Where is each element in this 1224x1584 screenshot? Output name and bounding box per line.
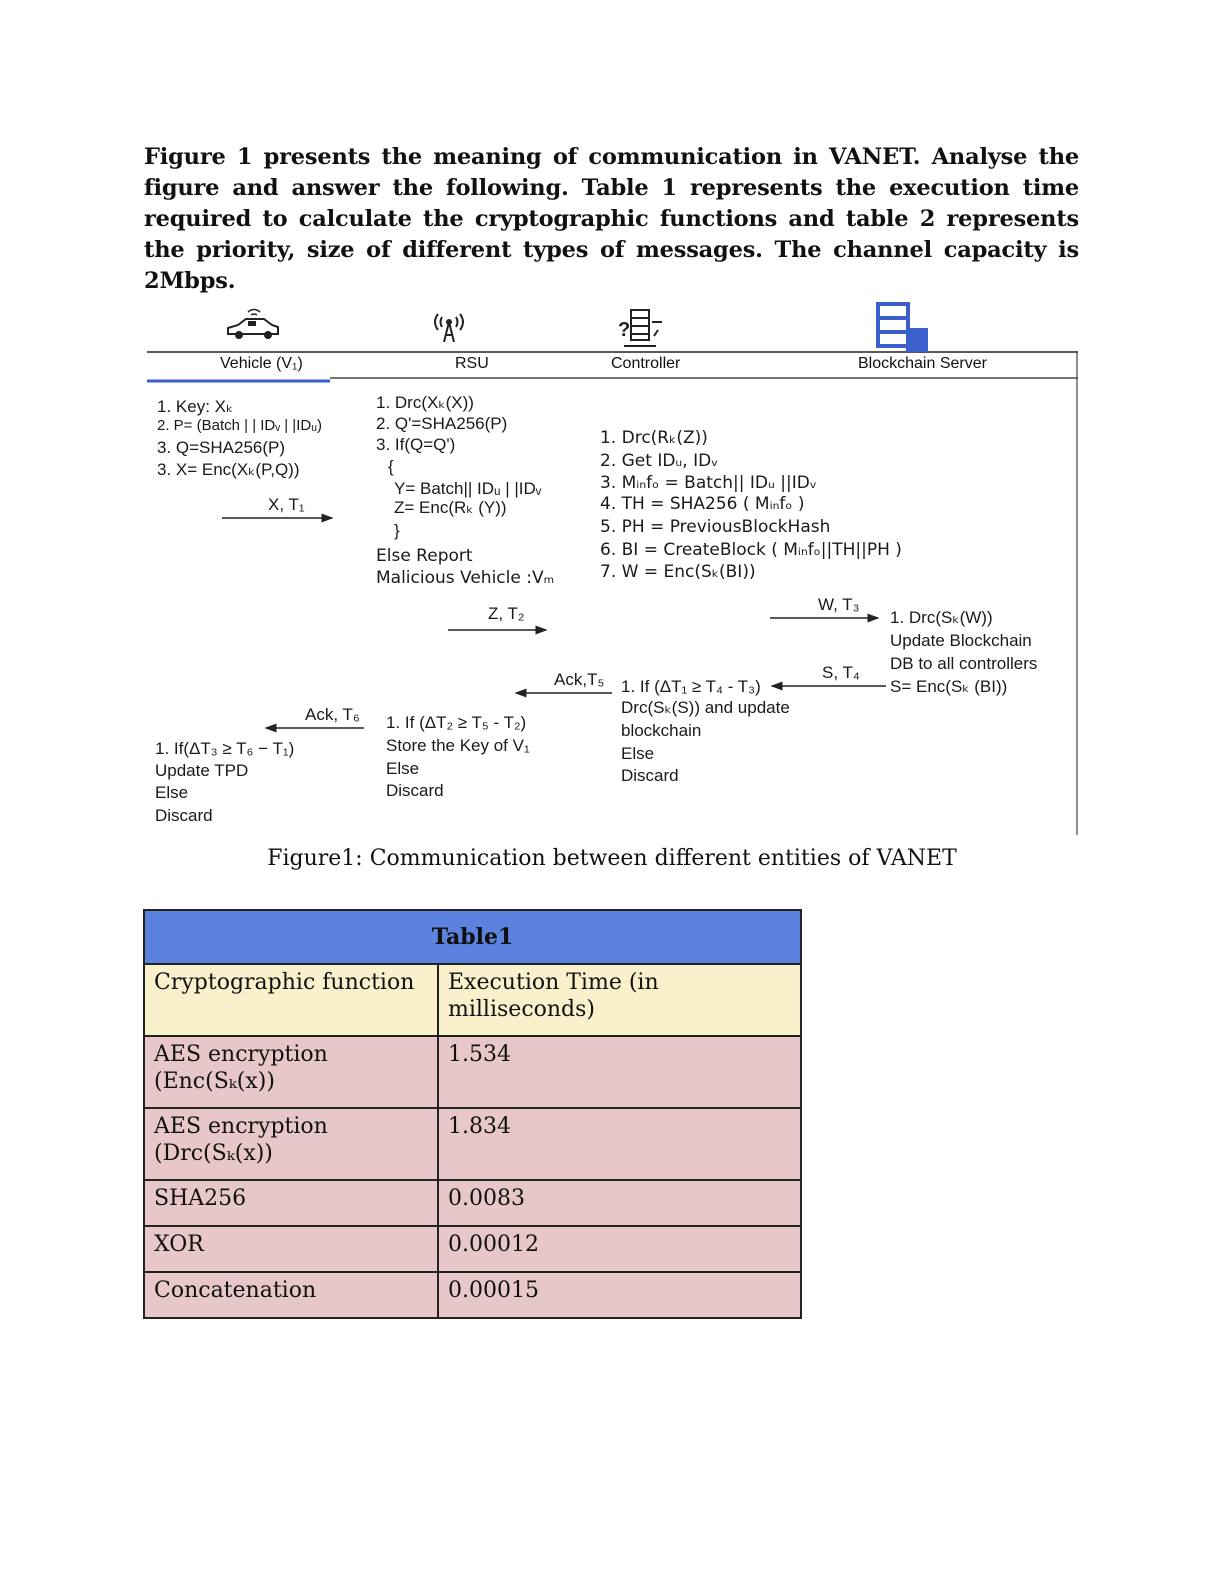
vehicle-check: Discard (155, 806, 213, 825)
table-cell-time: 1.534 (438, 1036, 801, 1108)
rsu-check: Discard (386, 781, 444, 800)
rsu-step: 3. If(Q=Q') (376, 435, 456, 454)
vehicle-step: 3. X= Enc(Xₖ(P,Q)) (157, 460, 300, 479)
msg-ack2-label: Ack, T₆ (305, 705, 360, 724)
controller-step: 5. PH = PreviousBlockHash (600, 517, 831, 537)
msg-ack1-label: Ack,T₅ (554, 670, 605, 689)
table-row (144, 1036, 801, 1108)
server-label: Blockchain Server (858, 355, 987, 372)
table-cell-function: XOR (144, 1226, 438, 1272)
svg-text:?: ? (618, 319, 631, 341)
rsu-check: Store the Key of V₁ (386, 736, 530, 755)
rsu-check: 1. If (ΔT₂ ≥ T₅ - T₂) (386, 713, 527, 732)
controller-check: Else (621, 744, 655, 763)
rsu-step: Z= Enc(Rₖ (Y)) (394, 498, 507, 517)
vehicle-check: 1. If(ΔT₃ ≥ T₆ − T₁) (155, 739, 295, 758)
controller-step: 3. Mᵢₙfₒ = Batch|| IDᵤ ||IDᵥ (600, 473, 817, 493)
rsu-step: Malicious Vehicle :Vₘ (376, 568, 555, 588)
rsu-check: Else (386, 759, 420, 778)
controller-check: Drc(Sₖ(S)) and update (621, 698, 790, 717)
intro-paragraph: Figure 1 presents the meaning of communication in VANET. Analyse the figure and answer the following. Table 1 represents the execution time required to calculate the cryptographic functions and table 2 represents the priority, size of different types of messages. The channel capacity is 2Mbps. (144, 144, 1079, 294)
table-cell-function: Concatenation (144, 1272, 438, 1318)
rsu-step: 1. Drc(Xₖ(X)) (376, 393, 474, 412)
vehicle-label: Vehicle (V₁) (220, 355, 303, 372)
rsu-step: Else Report (376, 546, 473, 566)
table-cell-function: AES encryption (Enc(Sₖ(x)) (144, 1036, 438, 1108)
rsu-step: { (388, 457, 394, 476)
controller-step: 4. TH = SHA256 ( Mᵢₙfₒ ) (600, 494, 805, 514)
table-row (144, 1226, 801, 1272)
controller-check: Discard (621, 766, 679, 785)
rsu-label: RSU (455, 355, 489, 372)
vehicle-check: Else (155, 783, 189, 802)
rsu-step: 2. Q'=SHA256(P) (376, 414, 508, 433)
server-icon (876, 302, 928, 352)
rsu-step: Y= Batch|| IDᵤ | |IDᵥ (394, 479, 542, 498)
msg-w-label: W, T₃ (818, 595, 860, 614)
server-step: S= Enc(Sₖ (BI)) (890, 677, 1008, 696)
table-cell-time: 0.00012 (438, 1226, 801, 1272)
msg-x-label: X, T₁ (268, 495, 305, 514)
table-header-function: Cryptographic function (144, 964, 438, 1036)
controller-label: Controller (611, 355, 681, 372)
vehicle-step: 2. P= (Batch | | IDᵥ | |IDᵤ) (157, 417, 322, 434)
table-title: Table1 (144, 910, 801, 964)
table-cell-function: AES encryption (Drc(Sₖ(x)) (144, 1108, 438, 1180)
controller-step: 2. Get IDᵤ, IDᵥ (600, 451, 719, 471)
vehicle-step: 3. Q=SHA256(P) (157, 438, 286, 457)
controller-check: blockchain (621, 721, 702, 740)
table-cell-time: 0.0083 (438, 1180, 801, 1226)
controller-step: 1. Drc(Rₖ(Z)) (600, 428, 708, 448)
controller-step: 7. W = Enc(Sₖ(BI)) (600, 562, 756, 582)
msg-z-label: Z, T₂ (488, 604, 525, 623)
table-row (144, 1180, 801, 1226)
vehicle-step: 1. Key: Xₖ (157, 397, 234, 416)
car-icon (228, 310, 278, 340)
vehicle-check: Update TPD (155, 761, 249, 780)
table-header-time: Execution Time (in milliseconds) (438, 964, 801, 1036)
table-cell-time: 1.834 (438, 1108, 801, 1180)
execution-time-table (143, 909, 802, 1319)
antenna-icon (435, 314, 463, 342)
controller-check: 1. If (ΔT₁ ≥ T₄ - T₃) (621, 677, 761, 696)
server-step: DB to all controllers (890, 654, 1038, 673)
figure-caption: Figure1: Communication between different entities of VANET (267, 846, 957, 871)
controller-icon (618, 310, 662, 346)
table-cell-function: SHA256 (144, 1180, 438, 1226)
msg-s-label: S, T₄ (822, 663, 860, 682)
server-step: 1. Drc(Sₖ(W)) (890, 608, 993, 627)
table-row (144, 1272, 801, 1318)
server-step: Update Blockchain (890, 631, 1032, 650)
table-row (144, 1108, 801, 1180)
table-cell-time: 0.00015 (438, 1272, 801, 1318)
controller-step: 6. BI = CreateBlock ( Mᵢₙfₒ||TH||PH ) (600, 540, 902, 560)
rsu-step: } (394, 521, 400, 540)
